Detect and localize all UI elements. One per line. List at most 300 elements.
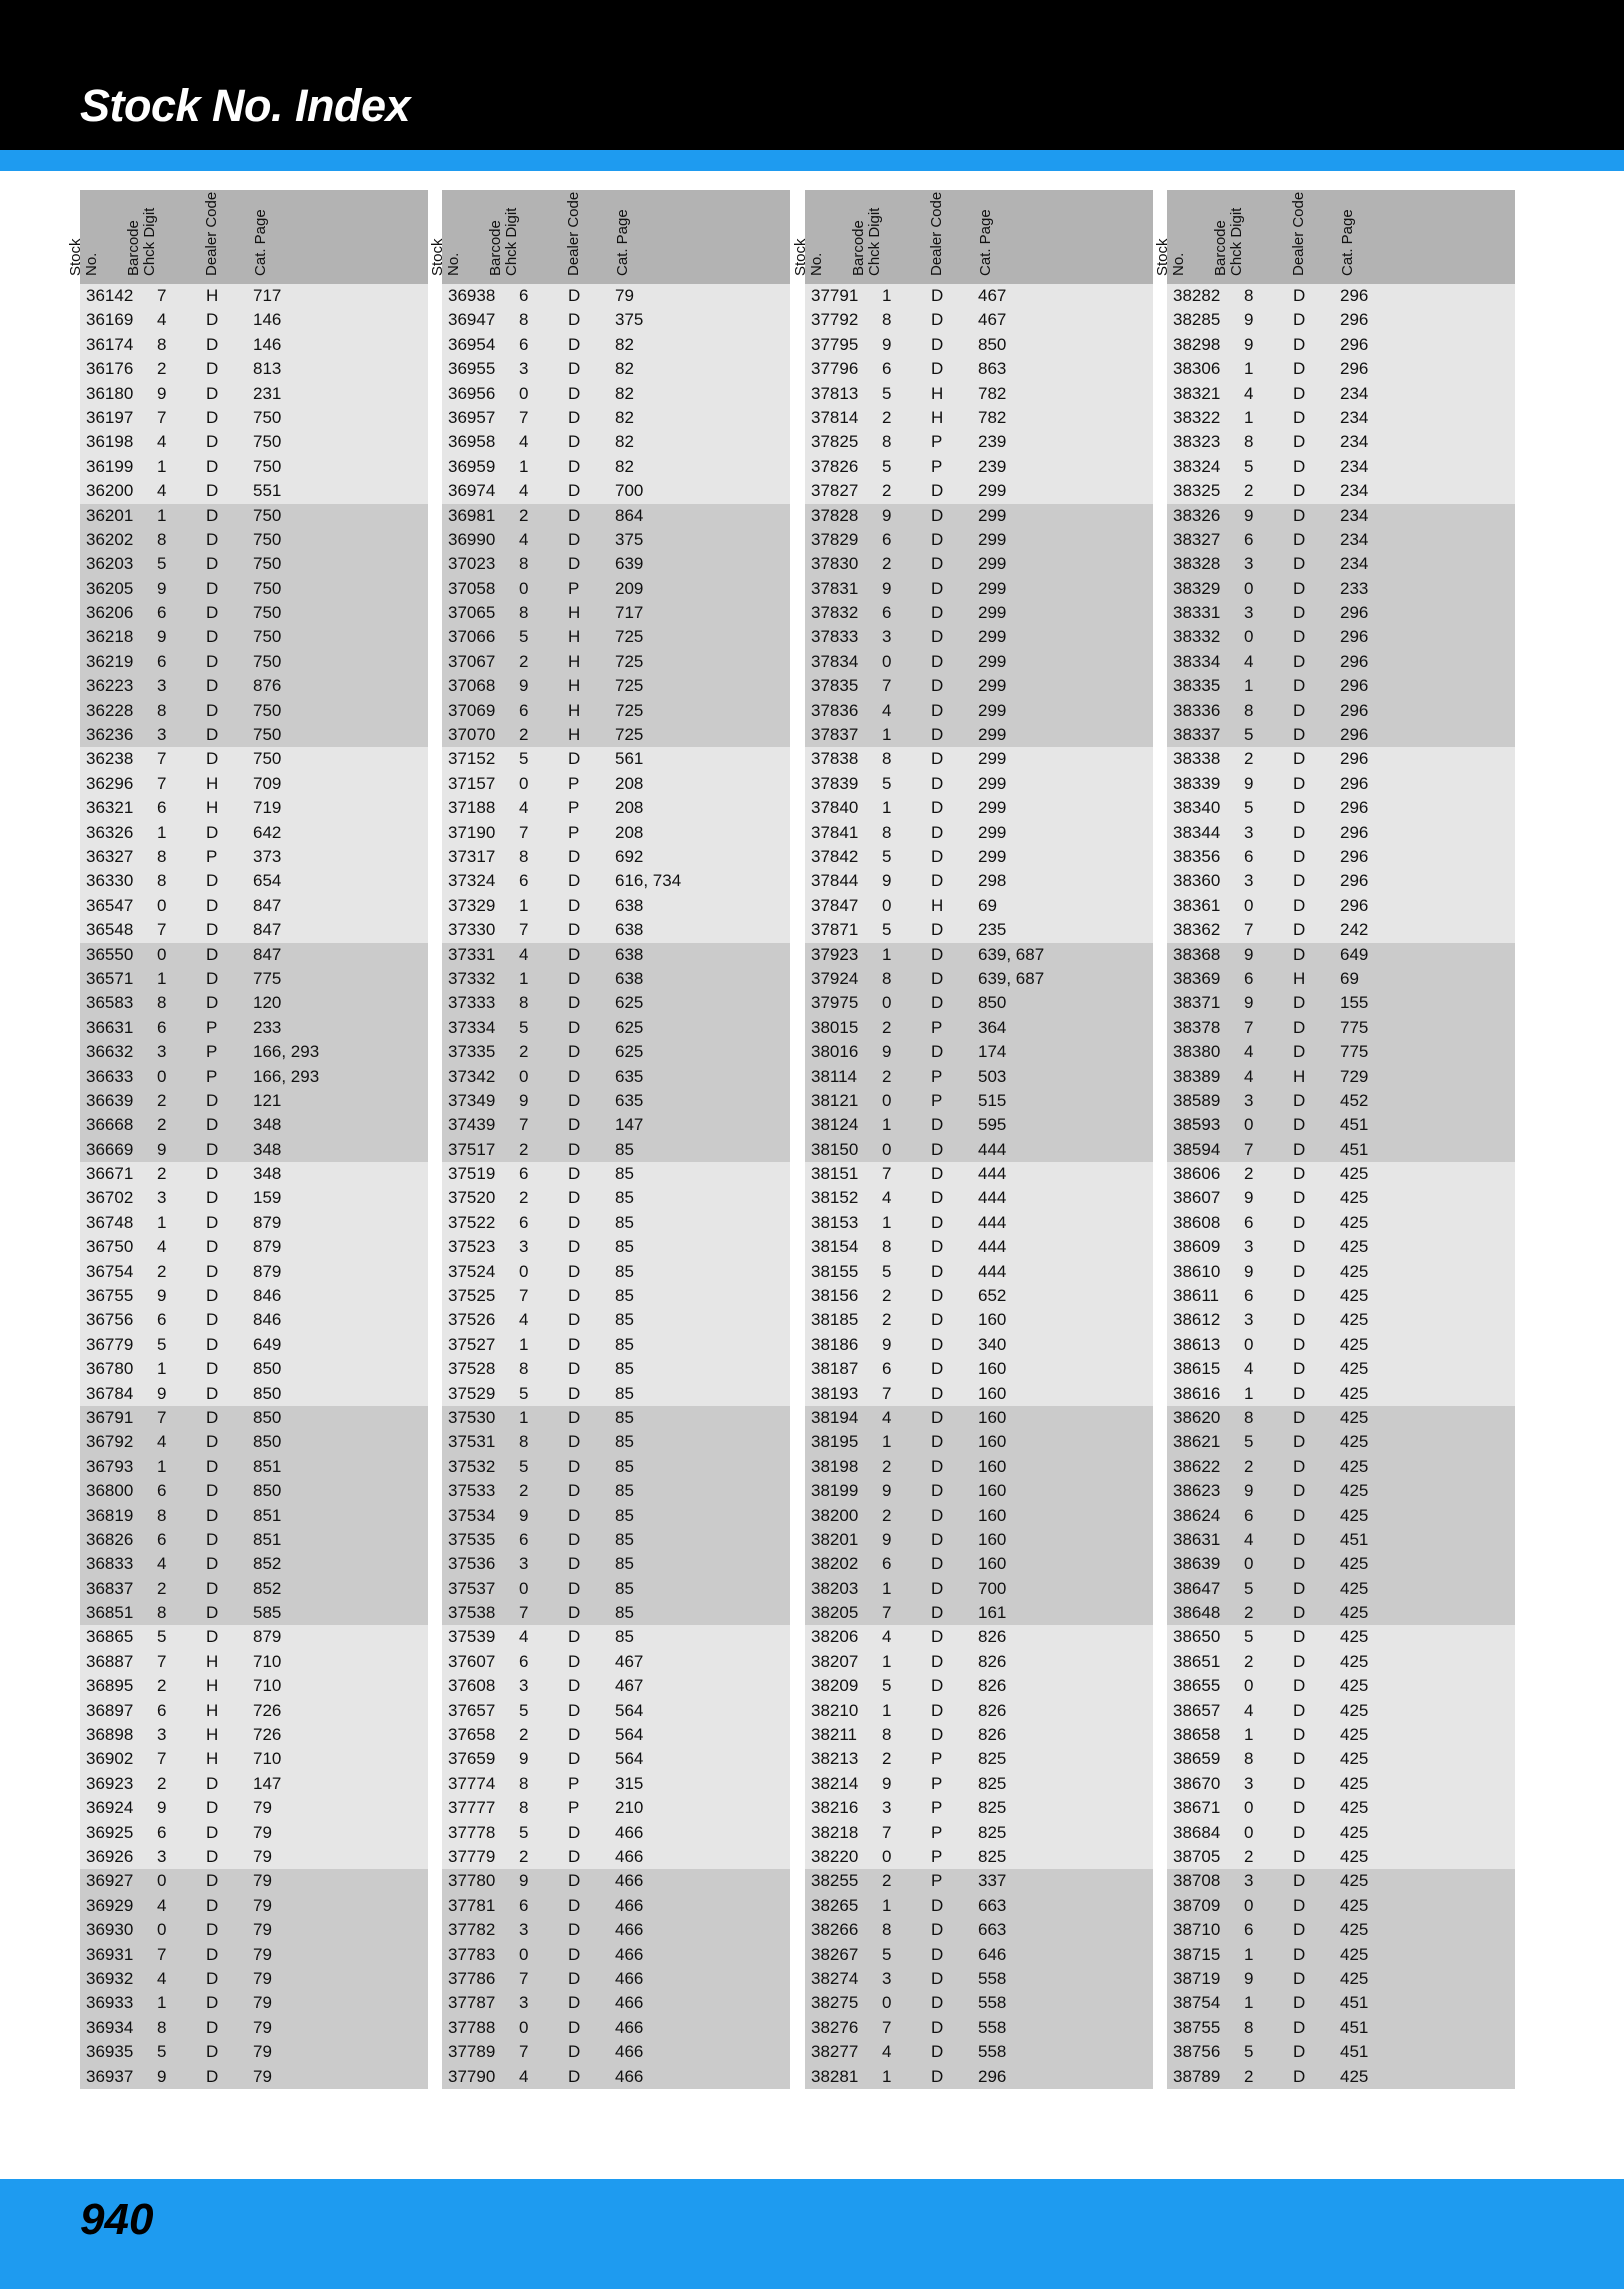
catalog-page: 467 [978, 286, 1007, 305]
catalog-page: 825 [978, 1773, 1007, 1793]
barcode-check-digit: 6 [882, 529, 892, 549]
stock-number: 37787 [448, 1993, 496, 2013]
header-barcode-check-digit-text: Chck Digit [141, 207, 158, 276]
barcode-check-digit: 3 [1244, 822, 1254, 842]
stock-number: 37066 [448, 627, 496, 647]
catalog-page: 725 [615, 700, 644, 720]
dealer-code: D [931, 1237, 944, 1257]
row-group [80, 1406, 428, 1626]
dealer-code: D [1293, 1090, 1306, 1110]
dealer-code: D [1293, 798, 1306, 818]
catalog-page: 750 [253, 407, 282, 427]
catalog-page: 85 [615, 1334, 634, 1354]
table-row [805, 2065, 1153, 2089]
table-row [80, 1943, 428, 1967]
table-row [80, 577, 428, 601]
catalog-page: 876 [253, 676, 282, 696]
catalog-page: 652 [978, 1286, 1007, 1306]
barcode-check-digit: 5 [157, 1627, 167, 1647]
stock-number: 37830 [811, 554, 859, 574]
column-header [67, 190, 428, 284]
table-row [442, 1040, 790, 1064]
barcode-check-digit: 3 [519, 1993, 529, 2013]
table-row [1167, 406, 1515, 430]
barcode-check-digit: 8 [882, 968, 892, 988]
dealer-code: H [206, 773, 219, 793]
row-group [805, 943, 1153, 1163]
barcode-check-digit: 2 [1244, 749, 1254, 769]
barcode-check-digit: 9 [882, 1773, 892, 1793]
barcode-check-digit: 3 [157, 1847, 167, 1866]
barcode-check-digit: 2 [1244, 1603, 1254, 1623]
stock-number: 38332 [1173, 627, 1221, 647]
header-dealer-code-text: Dealer Code [203, 191, 220, 276]
dealer-code: D [568, 1090, 581, 1110]
dealer-code: D [568, 968, 581, 988]
barcode-check-digit: 1 [882, 1651, 892, 1671]
table-row [805, 1796, 1153, 1820]
header-stock-no-text: No. [83, 252, 100, 276]
stock-number: 36330 [86, 871, 134, 891]
barcode-check-digit: 9 [1244, 944, 1254, 964]
table-row [80, 1504, 428, 1528]
dealer-code: D [206, 578, 219, 598]
stock-number: 37847 [811, 895, 859, 915]
stock-number: 36180 [86, 383, 134, 403]
catalog-page: 425 [1340, 1578, 1369, 1598]
dealer-code: D [206, 359, 219, 379]
catalog-page: 79 [253, 1993, 272, 2013]
barcode-check-digit: 6 [1244, 529, 1254, 549]
catalog-page: 299 [978, 578, 1007, 598]
dealer-code: D [931, 310, 944, 330]
dealer-code: H [568, 627, 581, 647]
barcode-check-digit: 2 [157, 359, 167, 379]
barcode-check-digit: 5 [1244, 2042, 1254, 2062]
stock-number: 36199 [86, 456, 134, 476]
barcode-check-digit: 1 [882, 286, 892, 305]
stock-number: 37523 [448, 1237, 496, 1257]
table-row [80, 1430, 428, 1454]
stock-number: 36851 [86, 1603, 134, 1623]
stock-number: 36218 [86, 627, 134, 647]
table-row [80, 1747, 428, 1771]
barcode-check-digit: 5 [1244, 456, 1254, 476]
dealer-code: D [1293, 1139, 1306, 1159]
dealer-code: D [206, 1627, 219, 1647]
catalog-page: 299 [978, 773, 1007, 793]
table-row [80, 1406, 428, 1430]
stock-number: 38282 [1173, 286, 1221, 305]
stock-number: 36750 [86, 1237, 134, 1257]
table-row [805, 1040, 1153, 1064]
stock-number: 38266 [811, 1920, 859, 1940]
dealer-code: D [1293, 676, 1306, 696]
barcode-check-digit: 8 [157, 1505, 167, 1525]
barcode-check-digit: 4 [157, 1895, 167, 1915]
stock-number: 38206 [811, 1627, 859, 1647]
table-row [1167, 967, 1515, 991]
table-row [80, 821, 428, 845]
catalog-page: 79 [253, 2066, 272, 2086]
barcode-check-digit: 7 [519, 1115, 529, 1135]
row-group [442, 1869, 790, 2089]
stock-number: 36197 [86, 407, 134, 427]
catalog-page: 208 [615, 798, 644, 818]
header-barcode-check-digit-text: Chck Digit [866, 207, 883, 276]
barcode-check-digit: 2 [882, 1286, 892, 1306]
stock-number: 37658 [448, 1725, 496, 1745]
catalog-page: 82 [615, 456, 634, 476]
dealer-code: D [568, 1651, 581, 1671]
barcode-check-digit: 7 [519, 822, 529, 842]
dealer-code: D [568, 529, 581, 549]
stock-number: 36754 [86, 1261, 134, 1281]
barcode-check-digit: 0 [519, 1578, 529, 1598]
table-row [80, 991, 428, 1015]
table-row [442, 821, 790, 845]
stock-number: 38186 [811, 1334, 859, 1354]
stock-number: 37524 [448, 1261, 496, 1281]
table-row [805, 1211, 1153, 1235]
dealer-code: D [1293, 1359, 1306, 1379]
dealer-code: D [1293, 1310, 1306, 1330]
catalog-page: 775 [1340, 1017, 1369, 1037]
catalog-page: 775 [1340, 1042, 1369, 1062]
catalog-page: 425 [1340, 1968, 1369, 1988]
stock-number: 38622 [1173, 1456, 1221, 1476]
row-group [1167, 1625, 1515, 1869]
table-row [442, 1504, 790, 1528]
stock-number: 38325 [1173, 481, 1221, 501]
dealer-code: D [568, 481, 581, 501]
stock-number: 37871 [811, 920, 859, 940]
barcode-check-digit: 7 [157, 407, 167, 427]
barcode-check-digit: 1 [882, 1432, 892, 1452]
catalog-page: 147 [253, 1773, 282, 1793]
stock-number: 36756 [86, 1310, 134, 1330]
table-row [80, 455, 428, 479]
catalog-page: 296 [1340, 334, 1369, 354]
column-body [1167, 284, 1515, 2089]
dealer-code: H [206, 1676, 219, 1696]
barcode-check-digit: 7 [519, 407, 529, 427]
table-row [80, 406, 428, 430]
barcode-check-digit: 4 [1244, 383, 1254, 403]
barcode-check-digit: 0 [882, 1993, 892, 2013]
table-row [805, 455, 1153, 479]
dealer-code: D [931, 1432, 944, 1452]
stock-number: 36326 [86, 822, 134, 842]
index-column-2 [429, 190, 790, 2098]
stock-number: 36219 [86, 651, 134, 671]
table-row [1167, 357, 1515, 381]
barcode-check-digit: 1 [157, 505, 167, 525]
catalog-page: 750 [253, 456, 282, 476]
dealer-code: D [206, 749, 219, 769]
stock-number: 37777 [448, 1798, 496, 1818]
stock-number: 38156 [811, 1286, 859, 1306]
catalog-page: 425 [1340, 1700, 1369, 1720]
header-barcode-check-digit-text: Barcode [487, 220, 504, 276]
table-row [805, 918, 1153, 942]
dealer-code: D [931, 1700, 944, 1720]
table-row [805, 967, 1153, 991]
dealer-code: D [1293, 432, 1306, 452]
stock-number: 36321 [86, 798, 134, 818]
catalog-page: 852 [253, 1554, 282, 1574]
stock-number: 38121 [811, 1090, 859, 1110]
header-stock-no [430, 238, 462, 276]
stock-number: 37781 [448, 1895, 496, 1915]
barcode-check-digit: 1 [157, 822, 167, 842]
table-row [80, 1113, 428, 1137]
dealer-code: D [1293, 383, 1306, 403]
catalog-page: 234 [1340, 456, 1369, 476]
dealer-code: D [1293, 725, 1306, 745]
dealer-code: D [568, 1993, 581, 2013]
row-group [1167, 504, 1515, 748]
stock-number: 38331 [1173, 603, 1221, 623]
catalog-page: 299 [978, 603, 1007, 623]
catalog-page: 298 [978, 871, 1007, 891]
dealer-code: P [931, 1871, 943, 1891]
barcode-check-digit: 6 [519, 1212, 529, 1232]
stock-number: 36897 [86, 1700, 134, 1720]
dealer-code: D [206, 627, 219, 647]
dealer-code: D [1293, 1554, 1306, 1574]
dealer-code: D [206, 944, 219, 964]
catalog-page: 160 [978, 1554, 1007, 1574]
table-row [442, 1162, 790, 1186]
barcode-check-digit: 2 [882, 407, 892, 427]
barcode-check-digit: 7 [157, 1651, 167, 1671]
barcode-check-digit: 0 [519, 383, 529, 403]
dealer-code: D [206, 1529, 219, 1549]
catalog-page: 425 [1340, 1773, 1369, 1793]
dealer-code: D [931, 554, 944, 574]
catalog-page: 750 [253, 432, 282, 452]
stock-number: 36926 [86, 1847, 134, 1866]
barcode-check-digit: 3 [1244, 1237, 1254, 1257]
table-row [442, 1747, 790, 1771]
barcode-check-digit: 6 [157, 651, 167, 671]
row-group [1167, 943, 1515, 1163]
dealer-code: D [931, 773, 944, 793]
catalog-page: 375 [615, 310, 644, 330]
catalog-page: 847 [253, 944, 282, 964]
dealer-code: D [931, 1676, 944, 1696]
barcode-check-digit: 9 [1244, 1968, 1254, 1988]
table-row [1167, 1991, 1515, 2015]
barcode-check-digit: 3 [1244, 1773, 1254, 1793]
catalog-page: 425 [1340, 1359, 1369, 1379]
stock-number: 36927 [86, 1871, 134, 1891]
table-row [80, 1308, 428, 1332]
stock-number: 38789 [1173, 2066, 1221, 2086]
catalog-page: 782 [978, 407, 1007, 427]
table-row [80, 1967, 428, 1991]
dealer-code: H [931, 407, 944, 427]
header-stock-no [68, 238, 100, 276]
catalog-page: 79 [253, 2017, 272, 2037]
stock-number: 36958 [448, 432, 496, 452]
table-row [1167, 2040, 1515, 2064]
table-row [80, 1601, 428, 1625]
catalog-page: 775 [253, 968, 282, 988]
catalog-page: 296 [1340, 627, 1369, 647]
barcode-check-digit: 3 [882, 1968, 892, 1988]
dealer-code: D [568, 286, 581, 305]
table-row [1167, 577, 1515, 601]
table-row [805, 1943, 1153, 1967]
table-row [442, 382, 790, 406]
table-row [1167, 601, 1515, 625]
dealer-code: D [1293, 1017, 1306, 1037]
barcode-check-digit: 4 [1244, 1359, 1254, 1379]
table-row [442, 577, 790, 601]
barcode-check-digit: 2 [519, 1188, 529, 1208]
dealer-code: D [568, 383, 581, 403]
row-group [442, 284, 790, 504]
dealer-code: D [206, 1237, 219, 1257]
table-row [442, 430, 790, 454]
stock-number: 36236 [86, 725, 134, 745]
table-row [80, 723, 428, 747]
barcode-check-digit: 9 [1244, 993, 1254, 1013]
dealer-code: D [206, 1310, 219, 1330]
dealer-code: D [568, 1676, 581, 1696]
barcode-check-digit: 1 [1244, 407, 1254, 427]
row-group [1167, 1162, 1515, 1406]
table-row [1167, 1772, 1515, 1796]
barcode-check-digit: 4 [519, 798, 529, 818]
stock-number: 37838 [811, 749, 859, 769]
table-row [805, 1991, 1153, 2015]
catalog-page: 299 [978, 822, 1007, 842]
dealer-code: D [931, 529, 944, 549]
catalog-page: 299 [978, 651, 1007, 671]
catalog-page: 425 [1340, 1188, 1369, 1208]
catalog-page: 564 [615, 1725, 644, 1745]
dealer-code: D [1293, 773, 1306, 793]
catalog-page: 851 [253, 1456, 282, 1476]
catalog-page: 233 [1340, 578, 1369, 598]
header-accent-bar [0, 150, 1624, 171]
barcode-check-digit: 9 [882, 1529, 892, 1549]
table-row [442, 1699, 790, 1723]
dealer-code: P [931, 1066, 943, 1086]
stock-number: 38684 [1173, 1822, 1221, 1842]
table-row [1167, 1333, 1515, 1357]
barcode-check-digit: 7 [882, 1164, 892, 1184]
catalog-page: 425 [1340, 1676, 1369, 1696]
stock-number: 38275 [811, 1993, 859, 2013]
catalog-page: 425 [1340, 1895, 1369, 1915]
dealer-code: D [206, 1895, 219, 1915]
barcode-check-digit: 6 [157, 1017, 167, 1037]
dealer-code: D [206, 603, 219, 623]
stock-number: 38621 [1173, 1432, 1221, 1452]
catalog-page: 425 [1340, 1286, 1369, 1306]
table-row [805, 2016, 1153, 2040]
stock-number: 36748 [86, 1212, 134, 1232]
table-row [442, 1235, 790, 1259]
table-row [80, 308, 428, 332]
stock-number: 38265 [811, 1895, 859, 1915]
dealer-code: D [568, 1066, 581, 1086]
table-row [1167, 1625, 1515, 1649]
dealer-code: D [931, 1895, 944, 1915]
table-row [442, 1991, 790, 2015]
stock-number: 38648 [1173, 1603, 1221, 1623]
stock-number: 38281 [811, 2066, 859, 2086]
catalog-page: 710 [253, 1676, 282, 1696]
barcode-check-digit: 5 [519, 1017, 529, 1037]
barcode-check-digit: 1 [1244, 676, 1254, 696]
catalog-page: 166, 293 [253, 1066, 320, 1086]
barcode-check-digit: 6 [157, 1310, 167, 1330]
dealer-code: D [206, 1798, 219, 1818]
catalog-page: 726 [253, 1725, 282, 1745]
barcode-check-digit: 6 [519, 700, 529, 720]
table-row [805, 1918, 1153, 1942]
catalog-page: 466 [615, 2066, 644, 2086]
table-row [805, 1333, 1153, 1357]
catalog-page: 725 [615, 651, 644, 671]
index-column-1 [67, 190, 428, 2098]
catalog-page: 82 [615, 432, 634, 452]
catalog-page: 299 [978, 529, 1007, 549]
barcode-check-digit: 4 [157, 310, 167, 330]
stock-number: 36780 [86, 1359, 134, 1379]
table-row [805, 308, 1153, 332]
barcode-check-digit: 3 [1244, 554, 1254, 574]
table-row [805, 1260, 1153, 1284]
catalog-page: 444 [978, 1237, 1007, 1257]
row-group [442, 1162, 790, 1406]
barcode-check-digit: 9 [519, 1505, 529, 1525]
catalog-page: 425 [1340, 1164, 1369, 1184]
stock-number: 37330 [448, 920, 496, 940]
barcode-check-digit: 7 [1244, 920, 1254, 940]
catalog-page: 340 [978, 1334, 1007, 1354]
stock-number: 37844 [811, 871, 859, 891]
barcode-check-digit: 5 [157, 554, 167, 574]
barcode-check-digit: 6 [519, 1651, 529, 1671]
stock-number: 38324 [1173, 456, 1221, 476]
table-row [442, 1845, 790, 1869]
table-row [1167, 1357, 1515, 1381]
table-row [442, 650, 790, 674]
catalog-page: 425 [1340, 1407, 1369, 1427]
dealer-code: D [568, 1432, 581, 1452]
catalog-page: 85 [615, 1603, 634, 1623]
row-group [80, 747, 428, 942]
dealer-code: D [206, 920, 219, 940]
barcode-check-digit: 5 [519, 627, 529, 647]
table-row [1167, 1918, 1515, 1942]
header-dealer-code-text: Dealer Code [1290, 191, 1307, 276]
barcode-check-digit: 8 [519, 1359, 529, 1379]
stock-number: 37783 [448, 1944, 496, 1964]
catalog-page: 879 [253, 1261, 282, 1281]
dealer-code: D [931, 1993, 944, 2013]
barcode-check-digit: 1 [1244, 1383, 1254, 1403]
header-stock-no-text: Stock [792, 238, 809, 276]
stock-number: 37789 [448, 2042, 496, 2062]
catalog-page: 160 [978, 1456, 1007, 1476]
